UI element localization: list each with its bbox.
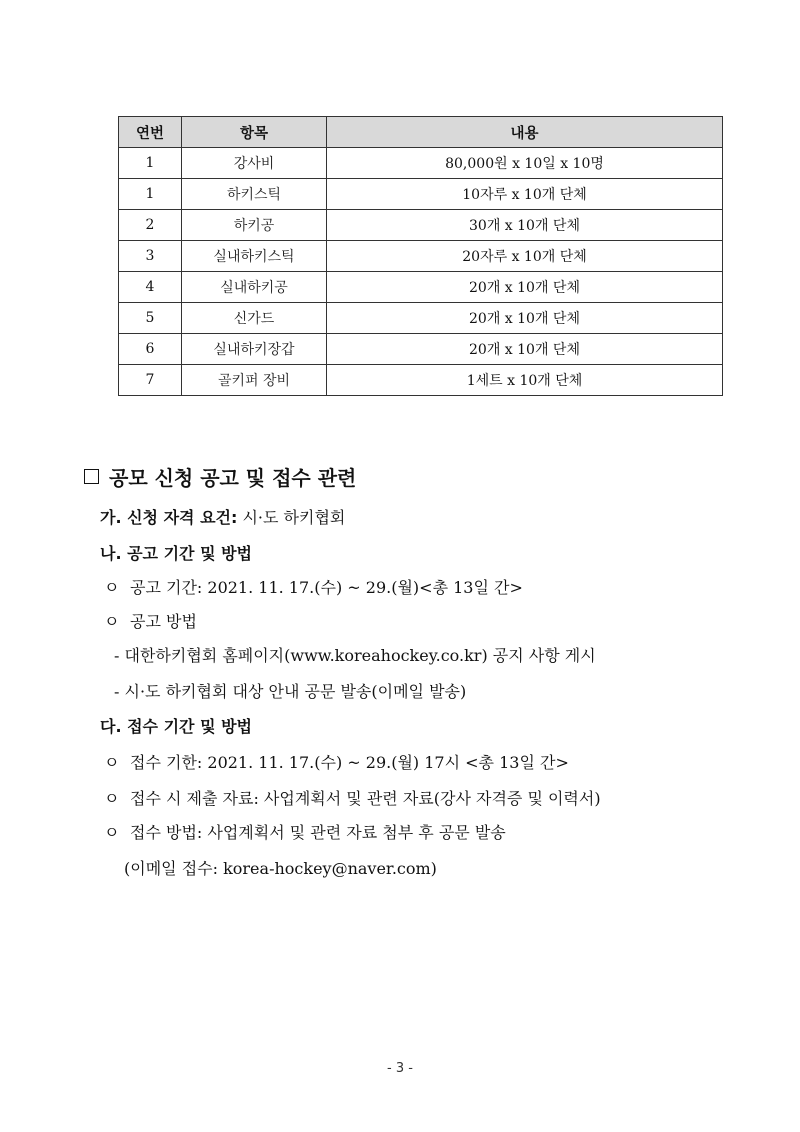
bullet-circle-icon: ㅇ: [104, 612, 120, 631]
submission-materials: 접수 시 제출 자료: 사업계획서 및 관련 자료(강사 자격증 및 이력서): [130, 789, 601, 808]
cell-item: 실내하키공: [182, 272, 327, 303]
column-header-content: 내용: [327, 117, 723, 148]
announcement-period: 공고 기간: 2021. 11. 17.(수) ~ 29.(월)<총 13일 간>: [130, 578, 523, 597]
cell-number: 2: [119, 210, 182, 241]
cell-item: 골키퍼 장비: [182, 365, 327, 396]
table-row: [119, 148, 723, 179]
cell-content: 20자루 x 10개 단체: [327, 241, 723, 272]
table-header-row: [119, 117, 723, 148]
cell-content: 20개 x 10개 단체: [327, 272, 723, 303]
table-row: [119, 334, 723, 365]
table-row: [119, 210, 723, 241]
email-note: (이메일 접수: korea-hockey@naver.com): [124, 859, 437, 878]
section-heading: [84, 462, 356, 491]
announcement-heading: 나. 공고 기간 및 방법: [100, 544, 253, 563]
method-item-notice: - 시·도 하키협회 대상 안내 공문 발송(이메일 발송): [114, 682, 467, 701]
cell-number: 7: [119, 365, 182, 396]
table-row: [119, 272, 723, 303]
cell-item: 실내하키스틱: [182, 241, 327, 272]
bullet-circle-icon: ㅇ: [104, 823, 120, 842]
column-header-item: 항목: [182, 117, 327, 148]
cell-number: 3: [119, 241, 182, 272]
method-item-homepage: - 대한하키협회 홈페이지(www.koreahockey.co.kr) 공지 사항 게시: [114, 646, 596, 665]
cell-item: 강사비: [182, 148, 327, 179]
cell-content: 10자루 x 10개 단체: [327, 179, 723, 210]
cell-number: 4: [119, 272, 182, 303]
submission-materials-line: [104, 786, 601, 809]
eligibility-line: [100, 505, 345, 528]
cell-content: 1세트 x 10개 단체: [327, 365, 723, 396]
cell-number: 6: [119, 334, 182, 365]
cell-content: 80,000원 x 10일 x 10명: [327, 148, 723, 179]
cell-number: 5: [119, 303, 182, 334]
bullet-circle-icon: ㅇ: [104, 753, 120, 772]
submission-method: 접수 방법: 사업계획서 및 관련 자료 첨부 후 공문 발송: [130, 823, 506, 842]
cell-content: 30개 x 10개 단체: [327, 210, 723, 241]
cell-item: 실내하키장갑: [182, 334, 327, 365]
cell-item: 하키스틱: [182, 179, 327, 210]
checkbox-square-icon: [84, 469, 99, 484]
submission-heading: 다. 접수 기간 및 방법: [100, 717, 253, 736]
submission-deadline-line: [104, 750, 569, 773]
announcement-method-line: [104, 609, 197, 632]
column-header-number: 연번: [119, 117, 182, 148]
bullet-circle-icon: ㅇ: [104, 789, 120, 808]
announcement-method: 공고 방법: [130, 612, 197, 631]
cell-number: 1: [119, 179, 182, 210]
submission-deadline: 접수 기한: 2021. 11. 17.(수) ~ 29.(월) 17시 <총 13일 간>: [130, 753, 569, 772]
table-row: [119, 303, 723, 334]
announcement-period-line: [104, 575, 523, 598]
items-table: [118, 116, 723, 396]
cell-content: 20개 x 10개 단체: [327, 334, 723, 365]
submission-method-line: [104, 820, 506, 843]
cell-item: 신가드: [182, 303, 327, 334]
table-row: [119, 241, 723, 272]
bullet-circle-icon: ㅇ: [104, 578, 120, 597]
section-title: 공모 신청 공고 및 접수 관련: [109, 466, 357, 490]
cell-content: 20개 x 10개 단체: [327, 303, 723, 334]
eligibility-label: 가. 신청 자격 요건:: [100, 508, 238, 527]
table-row: [119, 365, 723, 396]
eligibility-value: 시·도 하키협회: [237, 508, 346, 527]
page-number: - 3 -: [387, 1061, 413, 1076]
table-row: [119, 179, 723, 210]
cell-number: 1: [119, 148, 182, 179]
cell-item: 하키공: [182, 210, 327, 241]
